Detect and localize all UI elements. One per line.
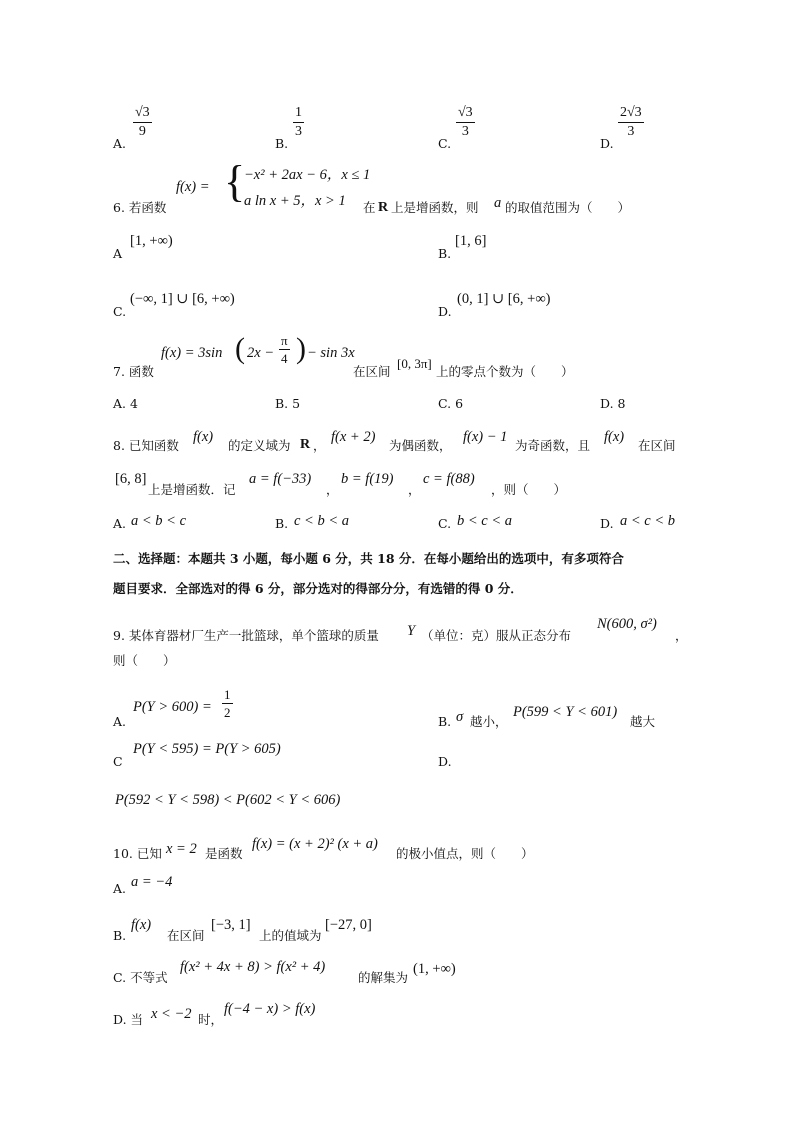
q8-line1-a: 8. 已知函数 xyxy=(113,438,179,453)
q9-line2: 则（ ） xyxy=(113,653,176,668)
q9-option-b-sigma: σ xyxy=(456,709,464,725)
q9-option-b-text-a: 越小， xyxy=(470,714,508,729)
q8-fx: f(x) xyxy=(193,429,214,445)
q6-case-2: a ln x + 5，x > 1 xyxy=(244,193,346,209)
q7-fx-inner: 2x − xyxy=(247,345,275,361)
q8-line1-f: 在区间 xyxy=(638,438,676,453)
q9-option-b-label: B. xyxy=(438,714,452,729)
q7-stem-part-b: 上的零点个数为（ ） xyxy=(436,364,574,379)
q10-option-d-expr: f(−4 − x) > f(x) xyxy=(224,1001,316,1017)
q6-option-c-label: C. xyxy=(113,304,127,319)
q9-option-b-text-b: 越大 xyxy=(630,714,656,729)
q9-option-a-fraction: $\frac{1}{2}$ xyxy=(224,687,231,720)
q10-line1-a: 10. 已知 xyxy=(113,846,162,861)
q5-option-a-label: A. xyxy=(113,136,127,151)
q6-option-b-label: B. xyxy=(438,246,452,261)
q7-fx-part-b: − sin 3x xyxy=(307,345,355,361)
q8-fx-2: f(x) xyxy=(604,429,625,445)
q8-line1-b: 的定义域为 xyxy=(228,438,291,453)
q10-option-c-label: C. 不等式 xyxy=(113,970,168,985)
q8-f-x-plus-2: f(x + 2) xyxy=(331,429,376,445)
q8-line2-b: ，则（ ） xyxy=(491,482,567,497)
q7-number: 7. 函数 xyxy=(113,364,154,379)
q10-option-a-label: A. xyxy=(113,881,127,896)
q5-option-d-value: $\frac{2√3}{3}$ xyxy=(620,105,642,139)
q7-fx-part-a: f(x) = 3sin xyxy=(161,345,223,361)
q9-line1-b: （单位：克）服从正态分布 xyxy=(421,628,572,643)
q6-option-b: [1, 6] xyxy=(455,233,487,249)
q8-line1-c: ， xyxy=(313,438,326,453)
q9-option-d-expr: P(592 < Y < 598) < P(602 < Y < 606) xyxy=(115,792,341,808)
q6-option-a-label: A xyxy=(113,246,123,261)
q7-option-a: A. 4 xyxy=(113,396,138,411)
q6-stem-part-c: 的取值范围为（ ） xyxy=(505,200,631,215)
q6-real-set: R xyxy=(378,200,389,215)
q8-option-b: c < b < a xyxy=(294,513,350,529)
q10-option-b-text-b: 上的值域为 xyxy=(259,928,322,943)
q5-option-b-label: B. xyxy=(275,136,289,151)
q8-sep-2: ， xyxy=(408,482,421,497)
q8-a-definition: a = f(−33) xyxy=(249,471,312,487)
q10-option-b-range: [−27, 0] xyxy=(325,917,372,933)
q9-line1-a: 9. 某体育器材厂生产一批篮球，单个篮球的质量 xyxy=(113,628,379,643)
q7-interval: [0, 3π] xyxy=(397,356,432,371)
q7-stem-part-a: 在区间 xyxy=(353,364,391,379)
q7-option-c: C. 6 xyxy=(438,396,464,411)
q8-sep-1: ， xyxy=(326,482,339,497)
section2-instructions-line1: 二、选择题：本题共 3 小题，每小题 6 分，共 18 分．在每小题给出的选项中，有多项符合 xyxy=(113,551,624,566)
q8-c-definition: c = f(88) xyxy=(423,471,475,487)
q9-option-c-label: C xyxy=(113,754,123,769)
q7-option-d: D. 8 xyxy=(600,396,626,411)
q8-option-a-label: A. xyxy=(113,516,127,531)
q7-option-b: B. 5 xyxy=(275,396,301,411)
q6-function-name: f(x) = xyxy=(176,179,210,195)
q9-option-a-expr: P(Y > 600) = xyxy=(133,699,212,715)
q7-paren-close: ) xyxy=(296,332,306,365)
q7-paren-open: ( xyxy=(235,332,245,365)
q8-line2-a: 上是增函数．记 xyxy=(148,482,236,497)
q8-line1-e: 为奇函数，且 xyxy=(515,438,591,453)
q6-case-1: −x² + 2ax − 6，x ≤ 1 xyxy=(244,167,371,183)
q5-option-c-value: $\frac{√3}{3}$ xyxy=(458,105,473,139)
q5-option-a-value: $\frac{√3}{9}$ xyxy=(135,105,150,139)
q6-stem-part-a: 在 xyxy=(363,200,376,215)
q10-option-c-text: 的解集为 xyxy=(358,970,409,985)
q10-option-c-set: (1, +∞) xyxy=(413,961,456,977)
q10-option-d-text: 时， xyxy=(198,1012,224,1027)
q9-option-b-expr: P(599 < Y < 601) xyxy=(513,704,618,720)
q10-option-a: a = −4 xyxy=(131,874,173,890)
q5-option-c-label: C. xyxy=(438,136,452,151)
q8-option-a: a < b < c xyxy=(131,513,187,529)
q8-f-x-minus-1: f(x) − 1 xyxy=(463,429,508,445)
q10-option-b-label: B. xyxy=(113,928,127,943)
q10-option-d-label: D. 当 xyxy=(113,1012,144,1027)
q6-option-a: [1, +∞) xyxy=(130,233,173,249)
q10-option-b-text-a: 在区间 xyxy=(167,928,205,943)
q8-b-definition: b = f(19) xyxy=(341,471,394,487)
q10-x-equals-2: x = 2 xyxy=(166,841,197,857)
q6-option-d: (0, 1] ∪ [6, +∞) xyxy=(457,291,551,307)
q5-option-d-label: D. xyxy=(600,136,614,151)
q8-option-d: a < c < b xyxy=(620,513,676,529)
section2-instructions-line2: 题目要求．全部选对的得 6 分，部分选对的得部分分，有选错的得 0 分． xyxy=(113,581,523,596)
q9-distribution: N(600, σ²) xyxy=(597,616,657,632)
q10-function: f(x) = (x + 2)² (x + a) xyxy=(252,836,378,852)
q9-option-c-expr: P(Y < 595) = P(Y > 605) xyxy=(133,741,281,757)
q10-option-b-fx: f(x) xyxy=(131,917,152,933)
q5-option-b-value: $\frac{1}{3}$ xyxy=(295,105,302,139)
q9-var-y: Y xyxy=(407,623,416,639)
q10-option-c-expr: f(x² + 4x + 8) > f(x² + 4) xyxy=(180,959,326,975)
q9-line1-c: ， xyxy=(675,628,688,643)
q8-real-set: R xyxy=(300,437,311,452)
q10-option-b-interval: [−3, 1] xyxy=(211,917,251,933)
q6-var-a: a xyxy=(494,195,502,211)
q9-option-a-label: A. xyxy=(113,714,127,729)
q6-brace: { xyxy=(224,157,246,206)
q6-option-d-label: D. xyxy=(438,304,452,319)
q8-option-c: b < c < a xyxy=(457,513,513,529)
q7-pi-over-4: $\frac{\pi}{4}$ xyxy=(281,333,288,366)
q8-line1-d: 为偶函数， xyxy=(389,438,452,453)
q6-option-c: (−∞, 1] ∪ [6, +∞) xyxy=(130,291,235,307)
q10-line1-c: 的极小值点，则（ ） xyxy=(396,846,534,861)
q8-option-b-label: B. xyxy=(275,516,289,531)
q10-option-d-condition: x < −2 xyxy=(151,1006,192,1022)
q6-number: 6. 若函数 xyxy=(113,200,167,215)
q9-option-d-label: D. xyxy=(438,754,452,769)
q8-interval: [6, 8] xyxy=(115,471,147,487)
q8-option-c-label: C. xyxy=(438,516,452,531)
q8-option-d-label: D. xyxy=(600,516,614,531)
q6-stem-part-b: 上是增函数，则 xyxy=(391,200,479,215)
q10-line1-b: 是函数 xyxy=(205,846,243,861)
